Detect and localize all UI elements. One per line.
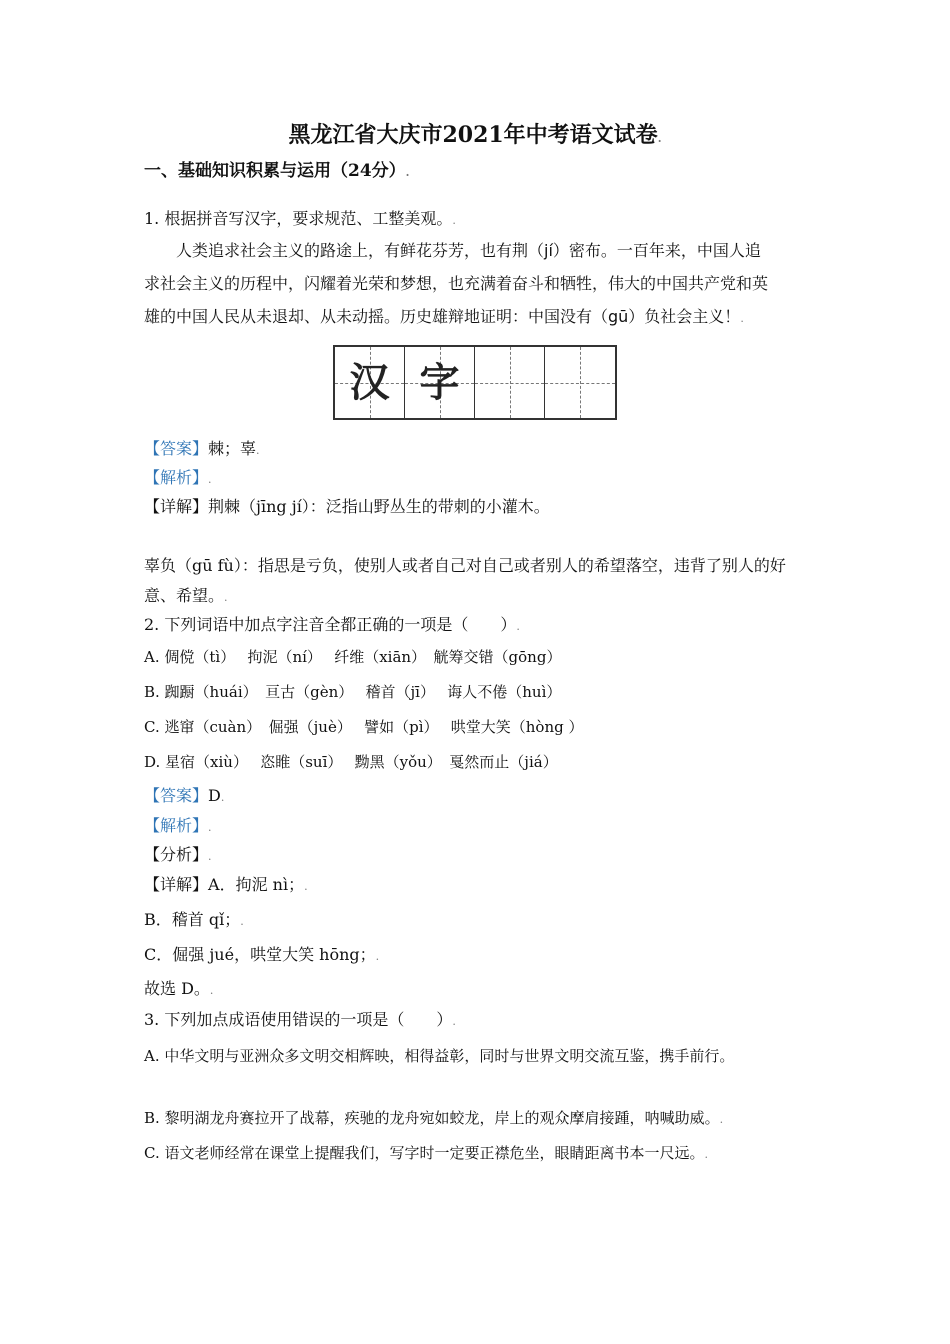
grid-cell [545, 347, 615, 418]
q2-analysis: 【解析】. [144, 816, 212, 835]
q1-detail-2a: 辜负（gū fù）：指思是亏负，使别人或者自己对自己或者别人的希望落空，违背了别人的好 [144, 556, 786, 575]
grid-cell [475, 347, 545, 418]
grid-cell [405, 347, 475, 418]
q3-option-b: B. 黎明湖龙舟赛拉开了战幕，疾驰的龙舟宛如蛟龙，岸上的观众摩肩接踵，呐喊助威。. [144, 1109, 724, 1127]
q2-detail-c: C．倔强 jué，哄堂大笑 hōng；. [144, 945, 380, 964]
exam-title: 黑龙江省大庆市2021年中考语文试卷. [288, 122, 662, 148]
answer-tag: 【答案】 [144, 439, 209, 458]
q3-option-c: C. 语文老师经常在课堂上提醒我们，写字时一定要正襟危坐，眼睛距离书本一尺远。. [144, 1144, 708, 1162]
q2-stem: 2. 下列词语中加点字注音全都正确的一项是（ ）. [144, 615, 520, 634]
q1-analysis: 【解析】. [144, 468, 212, 487]
q2-detail-a: 【详解】A．拘泥 nì；. [144, 875, 308, 894]
answer-tag: 【答案】 [144, 786, 209, 805]
q2-option-a: A. 倜傥（tì） 拘泥（ní） 纤维（xiān） 觥筹交错（gōng） [144, 648, 562, 666]
q3-option-a: A. 中华文明与亚洲众多文明交相辉映，相得益彰，同时与世界文明交流互鉴，携手前行。 [144, 1047, 735, 1065]
q1-detail-1: 【详解】荆棘（jīng jí）：泛指山野丛生的带刺的小灌木。 [144, 497, 550, 516]
grid-char: 汉 [349, 360, 390, 406]
q2-fenxi: 【分析】. [144, 845, 212, 864]
analysis-tag: 【解析】 [144, 816, 209, 835]
q1-passage-line-3: 雄的中国人民从未退却、从未动摇。历史雄辩地证明：中国没有（gū）负社会主义！. [144, 307, 744, 326]
q1-passage-line-2: 求社会主义的历程中，闪耀着光荣和梦想，也充满着奋斗和牺牲，伟大的中国共产党和英 [144, 274, 769, 293]
section-heading: 一、基础知识积累与运用（24分）. [144, 161, 410, 181]
q1-detail-2b: 意、希望。. [144, 586, 228, 605]
q2-conclusion: 故选 D。. [144, 979, 214, 998]
q2-answer: 【答案】D. [144, 786, 225, 805]
q2-detail-b: B．稽首 qǐ；. [144, 910, 244, 929]
grid-char: 字 [419, 360, 460, 406]
q1-stem: 1. 根据拼音写汉字，要求规范、工整美观。. [144, 209, 456, 228]
q1-answer: 【答案】棘；辜. [144, 439, 260, 458]
q2-option-d: D. 星宿（xiù） 恣睢（suī） 黝黑（yǒu） 戛然而止（jiá） [144, 753, 558, 771]
writing-grid [333, 345, 617, 420]
grid-cell [335, 347, 405, 418]
analysis-tag: 【解析】 [144, 468, 209, 487]
q1-passage-line-1: 人类追求社会主义的路途上，有鲜花芬芳，也有荆（jí）密布。一百年来，中国人追 [176, 241, 761, 260]
q2-option-c: C. 逃窜（cuàn） 倔强（juè） 譬如（pì） 哄堂大笑（hòng ） [144, 718, 584, 736]
q2-option-b: B. 踟蹰（huái） 亘古（gèn） 稽首（jī） 诲人不倦（huì） [144, 683, 562, 701]
q3-stem: 3. 下列加点成语使用错误的一项是（ ）. [144, 1010, 456, 1029]
